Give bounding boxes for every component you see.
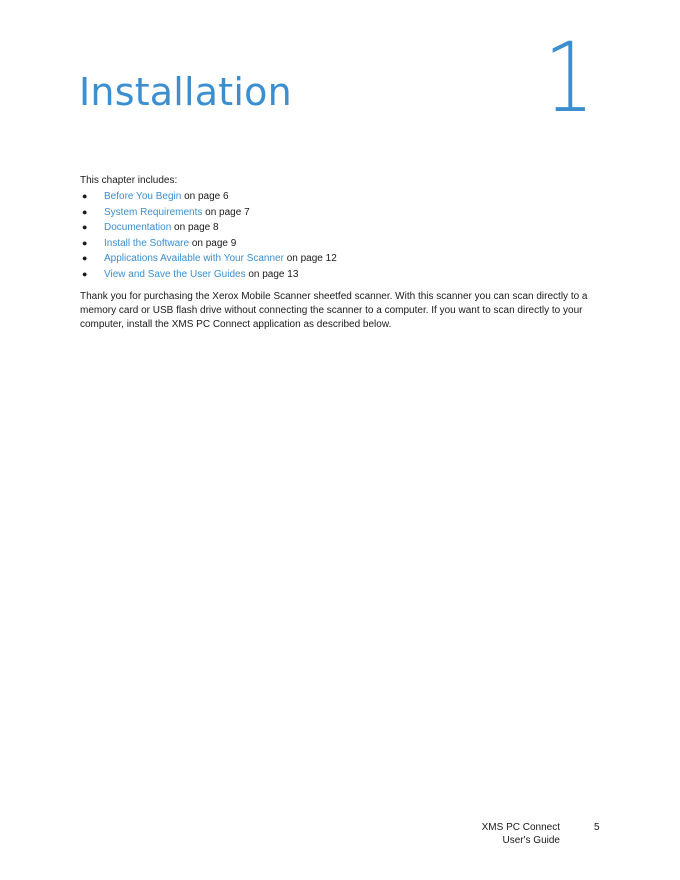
body-paragraph: Thank you for purchasing the Xerox Mobile Scanner sheetfed scanner. With this scanner you can scan directly to a memory card or USB flash drive without connecting the scanner to a computer. If you want to scan directly to your computer, install the XMS PC Connect application as described below. bbox=[80, 291, 588, 330]
bullet-icon: ● bbox=[82, 206, 88, 217]
toc-link-system-requirements[interactable]: System Requirements bbox=[104, 206, 203, 218]
toc-link-before-you-begin[interactable]: Before You Begin bbox=[104, 191, 182, 202]
chapter-number: 1 bbox=[543, 22, 594, 134]
toc-item bbox=[80, 189, 337, 205]
toc-page-ref: on page 8 bbox=[171, 222, 219, 233]
toc-link-install-the-software[interactable]: Install the Software bbox=[104, 237, 190, 249]
page-number: 5 bbox=[594, 822, 600, 833]
toc-page-ref: on page 13 bbox=[245, 268, 299, 280]
toc-page-ref: on page 7 bbox=[202, 206, 250, 218]
bullet-icon: ● bbox=[82, 268, 88, 279]
footer-product-name: XMS PC Connect bbox=[481, 822, 560, 833]
bullet-icon: ● bbox=[82, 191, 88, 201]
bullet-icon: ● bbox=[82, 253, 88, 263]
toc-link-documentation[interactable]: Documentation bbox=[104, 222, 172, 233]
toc-page-ref: on page 9 bbox=[189, 237, 237, 249]
bullet-icon: ● bbox=[82, 222, 88, 232]
toc-link-view-and-save-user-guides[interactable]: View and Save the User Guides bbox=[104, 268, 246, 280]
toc-item bbox=[80, 220, 337, 236]
footer-doc-title bbox=[482, 821, 560, 847]
bullet-icon: ● bbox=[82, 237, 88, 248]
toc-item bbox=[80, 236, 337, 252]
toc-link-applications-available[interactable]: Applications Available with Your Scanner bbox=[104, 253, 284, 264]
toc-list bbox=[80, 189, 337, 282]
toc-item bbox=[80, 267, 337, 283]
toc-item bbox=[80, 251, 337, 267]
toc-page-ref: on page 12 bbox=[283, 253, 337, 264]
intro-text: This chapter includes: bbox=[80, 175, 178, 186]
footer-guide-name: User's Guide bbox=[502, 835, 560, 846]
chapter-title: Installation bbox=[79, 70, 292, 114]
toc-item bbox=[80, 205, 337, 221]
toc-page-ref: on page 6 bbox=[181, 191, 229, 202]
